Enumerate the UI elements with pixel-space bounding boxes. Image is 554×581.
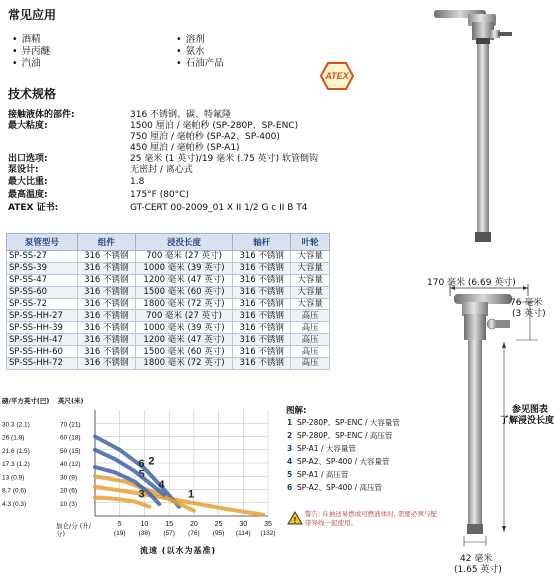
table-cell: SP-SS-HH-39 [7,322,78,334]
x-tick-label-secondary: (38) [138,530,151,537]
table-cell: 316 不锈钢 [233,310,291,322]
table-row [7,298,330,310]
table-cell: 316 不锈钢 [233,358,291,370]
x-tick-label: 15 [165,521,174,528]
y-tick-label: 21.6 (1.5) [2,447,30,455]
spec-label: 出口选项: [8,154,48,164]
table-cell: 316 不锈钢 [233,334,291,346]
legend-item: 4 SP-A2、SP-400 / 大容量管 [287,457,390,466]
table-header-row [7,234,330,251]
y-tick-label-secondary: 10 (3) [60,500,77,508]
application-item: • 异丙醚 [12,46,50,58]
table-header: 叶轮 [291,234,330,251]
table-row [7,251,330,263]
table-cell: 700 毫米 (27 英寸) [135,251,232,263]
table-cell: SP-SS-HH-27 [7,310,78,322]
spec-value: 1500 厘泊 / 毫帕秒 (SP-280P、SP-ENC) [130,121,299,131]
y-tick-label-secondary: 40 (12) [60,461,81,468]
y-tick-label: 8.7 (0.6) [2,487,27,495]
specs-title: 技术规格 [8,87,57,101]
table-cell: SP-SS-HH-47 [7,334,78,346]
table-row [7,286,330,298]
chart-xlabel: 流速 (以水为基准) [140,546,217,555]
legend-item: 6 SP-A2、SP-400 / 高压管 [287,483,382,492]
legend-item: 3 SP-A1 / 大容量管 [287,444,356,453]
spec-value: 25 毫米 (1 英寸)/19 毫米 (.75 英寸) 软管倒钩 [130,154,319,164]
table-cell: 316 不锈钢 [77,298,135,310]
spec-label: 最大粘度: [8,121,48,131]
chart-ylabel-secondary: 英尺(米) [58,397,84,405]
table-cell: 316 不锈钢 [233,262,291,274]
table-cell: 高压 [291,334,330,346]
x-tick-label: 25 [214,521,223,528]
y-tick-label-secondary: 30 (9) [60,474,77,482]
spec-label: 接触液体的部件: [8,110,75,120]
legend-title: 图解: [286,406,307,416]
table-cell: 316 不锈钢 [77,322,135,334]
table-cell: 1000 毫米 (39 英寸) [135,262,232,274]
y-tick-label: 26 (1.8) [2,434,25,442]
x-tick-label-secondary: (19) [113,530,126,537]
height-dimension-label-2: (3 英寸) [512,309,546,319]
table-cell: 316 不锈钢 [233,251,291,263]
atex-logo-text: ATEX [325,71,349,81]
table-cell: SP-SS-60 [7,286,78,298]
table-cell: 高压 [291,346,330,358]
y-tick-label-secondary: 70 (21) [60,421,81,429]
y-tick-label-secondary: 50 (15) [60,447,81,455]
height-dimension-label: 76 毫米 [510,298,543,308]
table-cell: 316 不锈钢 [233,274,291,286]
table-cell: 1800 毫米 (72 英寸) [135,298,232,310]
spec-value: GT-CERT 00-2009_01 X II 1/2 G c II B T4 [130,203,308,213]
legend-item: 2 SP-280P、SP-ENC / 高压管 [287,431,393,440]
spec-label: ATEX 证书: [8,203,59,213]
submersion-ref-label: 参见图表 [512,405,549,415]
table-cell: SP-SS-HH-72 [7,358,78,370]
series-label-3: 3 [138,488,145,501]
table-row [7,274,330,286]
series-label-4: 4 [158,479,165,492]
warning-icon [287,511,303,525]
x-tick-label: 35 [264,521,272,528]
table-cell: 316 不锈钢 [77,274,135,286]
table-cell: 大容量 [291,286,330,298]
table-row [7,334,330,346]
spec-label: 最大比重: [8,177,48,187]
table-cell: SP-SS-27 [7,251,78,263]
warning-text: 警告: 在抽送易燃或可燃液体时, 需要必须与配带导线一起使用。 [305,510,437,527]
table-cell: 316 不锈钢 [233,286,291,298]
table-cell: 316 不锈钢 [77,358,135,370]
application-item: • 汽油 [12,58,41,70]
table-cell: 700 毫米 (27 英寸) [135,310,232,322]
table-cell: 1500 毫米 (60 英寸) [135,346,232,358]
bottom-dimension-label-2: (1.65 英寸) [454,565,502,575]
table-cell: 316 不锈钢 [77,310,135,322]
series-label-6: 6 [138,457,145,470]
table-cell: 高压 [291,358,330,370]
table-row [7,346,330,358]
x-tick-label: 5 [117,521,122,528]
performance-chart [0,404,282,554]
table-cell: 高压 [291,310,330,322]
series-label-5: 5 [138,468,145,481]
table-cell: 大容量 [291,251,330,263]
y-tick-label: 30.3 (2.1) [2,421,30,429]
spec-value: 175°F (80°C) [130,190,189,200]
table-row [7,358,330,370]
table-header: 浸没长度 [135,234,232,251]
application-item: • 氨水 [176,46,205,58]
table-cell: 316 不锈钢 [233,298,291,310]
spec-value: 750 厘泊 / 毫帕秒 (SP-A2、SP-400) [130,132,280,142]
y-tick-label: 13 (0.9) [2,474,25,482]
x-tick-label-secondary: (132) [260,530,276,537]
x-tick-label-secondary: (76) [188,530,200,537]
applications-title: 常见应用 [8,8,57,22]
table-cell: SP-SS-72 [7,298,78,310]
legend-item: 1 SP-280P、SP-ENC / 大容量管 [287,418,400,427]
table-cell: 316 不锈钢 [77,346,135,358]
table-cell: 1200 毫米 (47 英寸) [135,274,232,286]
application-item: • 酒精 [12,34,41,46]
table-header: 轴杆 [233,234,291,251]
table-cell: 1500 毫米 (60 英寸) [135,286,232,298]
table-cell: 1800 毫米 (72 英寸) [135,358,232,370]
application-item: • 石油产品 [176,58,224,70]
table-cell: 316 不锈钢 [233,346,291,358]
table-cell: 高压 [291,322,330,334]
x-tick-label: 10 [140,521,149,528]
table-cell: 316 不锈钢 [77,334,135,346]
svg-text:!: ! [293,516,297,525]
spec-value: 1.8 [130,177,145,187]
y-tick-label-secondary: 60 (18) [60,434,81,442]
table-row [7,310,330,322]
x-tick-label-secondary: (57) [163,530,175,537]
atex-logo [320,62,354,90]
x-tick-label-secondary: (114) [235,530,251,537]
pump-illustration-top [420,0,554,250]
table-cell: SP-SS-HH-60 [7,346,78,358]
table-header: 组件 [77,234,135,251]
y-tick-label-secondary: 20 (6) [60,487,77,495]
x-tick-label: 30 [239,521,248,528]
chart-xunit: 加仑/分 (升/分) [56,522,91,538]
bottom-dimension-label: 42 毫米 [460,554,493,564]
table-header: 泵管型号 [7,234,78,251]
application-item: • 溶剂 [176,34,205,46]
table-cell: 大容量 [291,262,330,274]
submersion-ref-label-2: 了解浸没长度 [500,416,554,426]
table-cell: 316 不锈钢 [77,286,135,298]
width-dimension-label: 170 毫米 (6.69 英寸) [427,278,516,288]
spec-value: 450 厘泊 / 毫帕秒 (SP-A1) [130,143,240,153]
table-row [7,322,330,334]
series-label-2: 2 [148,455,155,468]
y-tick-label: 17.3 (1.2) [2,461,30,468]
model-table [6,233,330,370]
table-cell: 316 不锈钢 [77,262,135,274]
table-cell: 316 不锈钢 [233,322,291,334]
table-cell: SP-SS-47 [7,274,78,286]
spec-value: 无密封 / 离心式 [130,165,193,175]
spec-label: 泵设计: [8,165,39,175]
chart-ylabel: 磅/平方英寸(巴) [2,397,50,405]
legend-item: 5 SP-A1 / 高压管 [287,470,349,479]
y-tick-label: 4.3 (0.3) [2,500,27,508]
table-cell: 大容量 [291,298,330,310]
table-cell: 1000 毫米 (39 英寸) [135,322,232,334]
spec-value: 316 不锈钢、碳、特氟隆 [130,110,232,120]
table-cell: 316 不锈钢 [77,251,135,263]
series-label-1: 1 [187,488,195,501]
table-cell: 大容量 [291,274,330,286]
table-row [7,262,330,274]
x-tick-label: 20 [189,521,198,528]
table-cell: 1200 毫米 (47 英寸) [135,334,232,346]
spec-label: 最高温度: [8,190,48,200]
x-tick-label-secondary: (95) [212,530,225,537]
table-cell: SP-SS-39 [7,262,78,274]
